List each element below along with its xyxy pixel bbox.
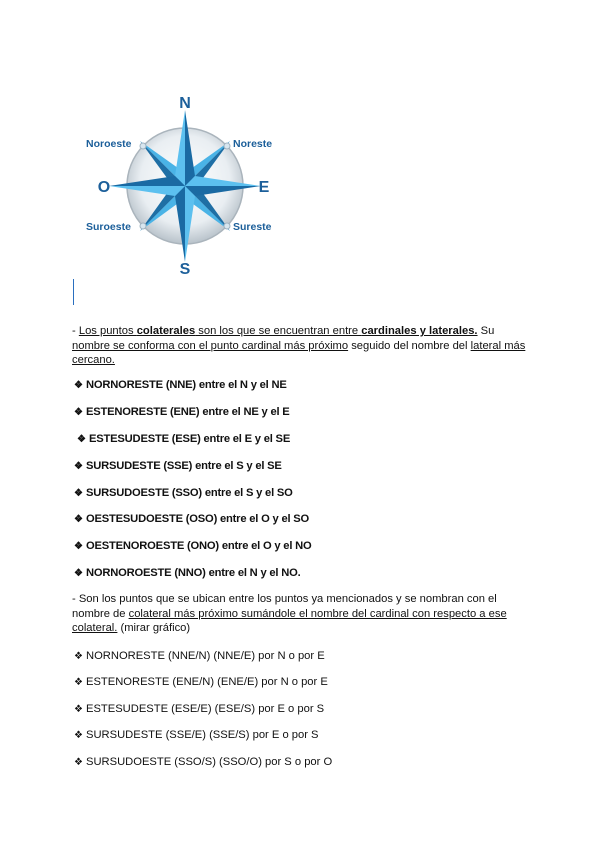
list-item: ❖ NORNORESTE (NNE) entre el N y el NE	[74, 379, 287, 391]
dot-ne	[224, 143, 230, 149]
dot-nw	[140, 143, 146, 149]
p1-s3: son los que se encuentran entre	[195, 325, 362, 337]
dot-se	[224, 223, 230, 229]
main-star	[109, 110, 261, 262]
p1-s4: cardinales y laterales.	[361, 325, 478, 337]
label-south: S	[179, 261, 191, 277]
paragraph-colaterales	[72, 324, 534, 368]
bullet-icon: ❖	[74, 461, 83, 472]
label-north: N	[179, 95, 191, 112]
label-west: O	[97, 179, 111, 196]
label-east: E	[258, 179, 270, 196]
bullet-icon: ❖	[74, 541, 83, 552]
paragraph-intermedios	[72, 592, 534, 636]
list-item: ❖ SURSUDOESTE (SSO) entre el S y el SO	[74, 487, 293, 499]
text-cursor	[73, 279, 74, 305]
p1-s8: lateral más cercano.	[72, 339, 526, 366]
p1-s5: Su	[477, 325, 495, 337]
list-item: ❖ ESTENORESTE (ENE/N) (ENE/E) por N o por E	[74, 676, 328, 688]
list-item: ❖ OESTENOROESTE (ONO) entre el O y el NO	[74, 540, 312, 552]
p1-s6: nombre se conforma con el punto cardinal más próximo	[72, 339, 349, 352]
bullet-icon: ❖	[74, 677, 83, 688]
list-item: ❖ ESTESUDESTE (ESE/E) (ESE/S) por E o por S	[74, 703, 325, 715]
bullet-icon: ❖	[74, 568, 83, 579]
list-item: ❖ OESTESUDOESTE (OSO) entre el O y el SO	[74, 513, 310, 525]
bullet-icon: ❖	[74, 730, 83, 741]
bullet-icon: ❖	[74, 514, 83, 525]
list-item: ❖ SURSUDOESTE (SSO/S) (SSO/O) por S o por O	[74, 756, 333, 768]
list-item: ❖ ESTESUDESTE (ESE) entre el E y el SE	[77, 433, 291, 445]
bullet-icon: ❖	[74, 380, 83, 391]
bullet-icon: ❖	[77, 434, 86, 445]
label-southeast: Sureste	[233, 221, 272, 233]
bullet-icon: ❖	[74, 651, 83, 662]
p1-s1: Los puntos	[78, 325, 137, 337]
bullet-icon: ❖	[74, 488, 83, 499]
label-northwest: Noroeste	[86, 138, 132, 150]
p1-prefix: -	[72, 325, 79, 337]
label-northeast: Noreste	[233, 138, 273, 150]
bullet-icon: ❖	[74, 704, 83, 715]
p2-s2: colateral más próximo sumándole el nombre del cardinal con respecto a ese colateral.	[72, 607, 507, 634]
p2-s1: - Son los puntos que se ubican entre los puntos ya mencionados y se nombran con el nombre de	[72, 593, 497, 620]
bullet-icon: ❖	[74, 407, 83, 418]
label-southwest: Suroeste	[86, 221, 131, 233]
compass-rose-diagram	[80, 92, 290, 277]
list-item: ❖ SURSUDESTE (SSE/E) (SSE/S) por E o por S	[74, 729, 319, 741]
list-item: ❖ ESTENORESTE (ENE) entre el NE y el E	[74, 406, 290, 418]
dot-sw	[140, 223, 146, 229]
p1-s2: colaterales	[136, 325, 196, 337]
p1-s7: seguido del nombre del	[348, 339, 471, 352]
list-item: ❖ NORNORESTE (NNE/N) (NNE/E) por N o por E	[74, 650, 325, 662]
p2-s3: (mirar gráfico)	[117, 622, 191, 634]
list-item: ❖ SURSUDESTE (SSE) entre el S y el SE	[74, 460, 282, 472]
list-item: ❖ NORNOROESTE (NNO) entre el N y el NO.	[74, 567, 301, 579]
bullet-icon: ❖	[74, 757, 83, 768]
